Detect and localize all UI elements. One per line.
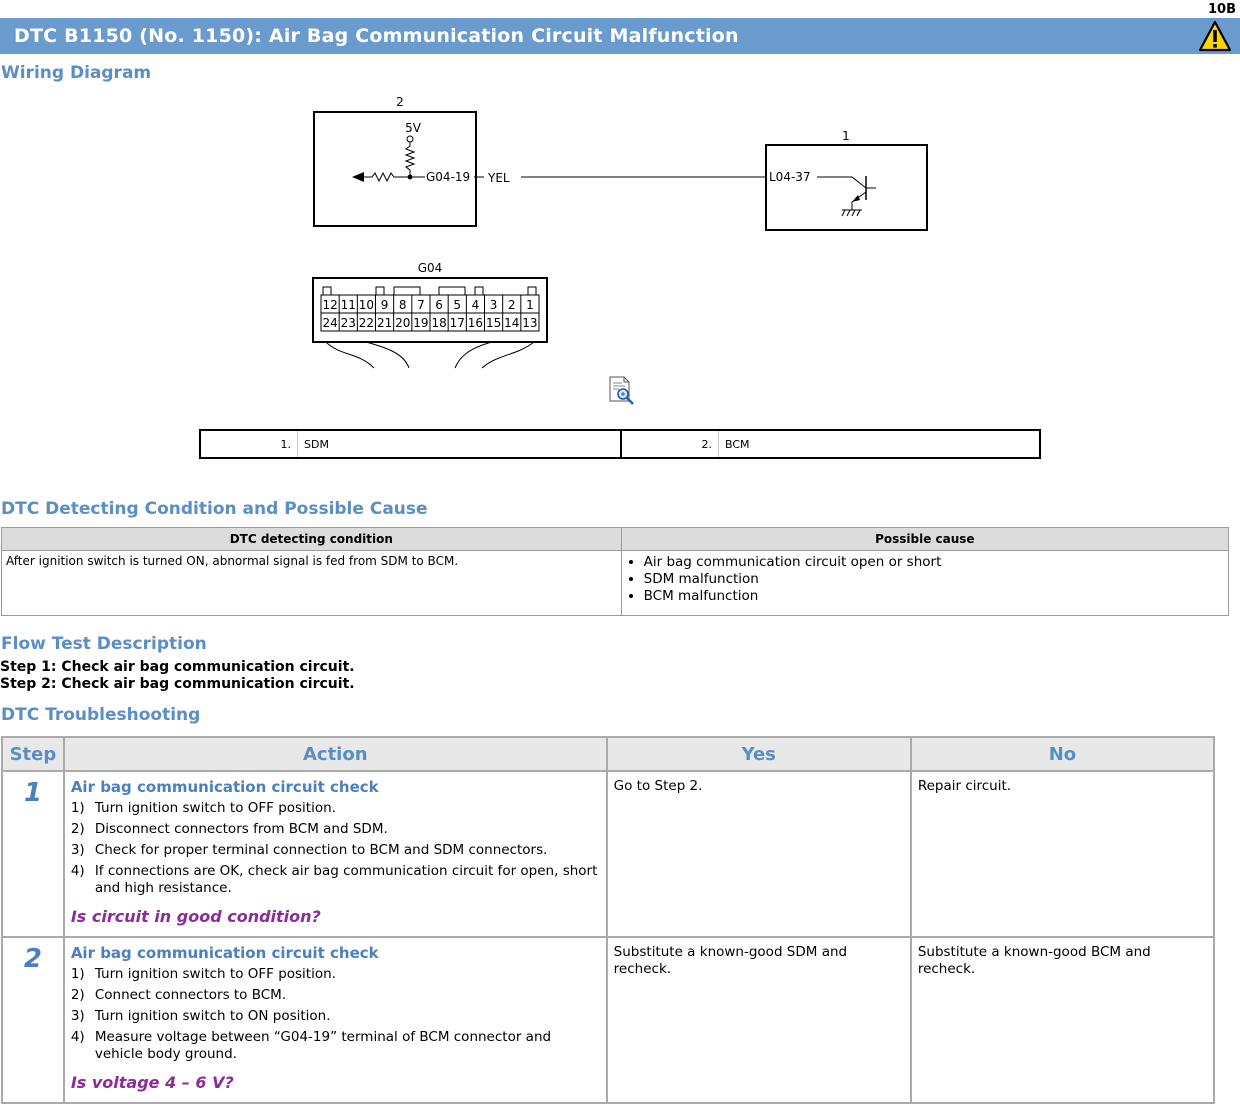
action-item: 2) Connect connectors to BCM. (70, 987, 287, 1003)
table-row (2, 937, 1214, 1103)
yes-cell: Substitute a known-good SDM and recheck. (607, 937, 911, 1103)
table-header: Possible cause (621, 528, 1228, 551)
harness-wire (366, 342, 409, 368)
flow-test-heading: Flow Test Description (1, 634, 207, 654)
action-cell (64, 937, 607, 1103)
connector-pin: 18 (431, 316, 447, 330)
cause-item: • Air bag communication circuit open or short (644, 554, 1224, 571)
action-item: 4) If connections are OK, check air bag communication circuit for open, short and high resistance. (70, 863, 598, 896)
legend-number: 1. (280, 437, 291, 451)
step-number: 2 (2, 937, 64, 1103)
sdm-box-number: 1 (842, 129, 850, 143)
bcm-terminal-label: G04-19 (426, 170, 471, 184)
section-code: 10B (1208, 2, 1236, 17)
connector-pin: 7 (417, 298, 425, 312)
possible-cause-cell (621, 551, 1228, 616)
connector-latches (323, 287, 536, 295)
connector-pin: 13 (522, 316, 538, 330)
connector-pin: 17 (449, 316, 465, 330)
connector-pin: 9 (380, 298, 389, 312)
step-number: 1 (2, 771, 64, 937)
connector-pin: 14 (504, 316, 520, 330)
signal-arrow (352, 172, 364, 182)
no-cell: Substitute a known-good BCM and recheck. (911, 937, 1214, 1103)
detecting-condition-heading: DTC Detecting Condition and Possible Cause (1, 499, 428, 519)
bcm-box-number: 2 (396, 95, 404, 109)
troubleshooting-heading: DTC Troubleshooting (1, 705, 201, 725)
troubleshooting-table (1, 736, 1215, 1104)
series-resistor (364, 173, 425, 181)
action-item: 1) Turn ignition switch to OFF position. (70, 800, 336, 816)
table-header: DTC detecting condition (2, 528, 622, 551)
action-item: 1) Turn ignition switch to OFF position. (70, 966, 336, 982)
sdm-box (766, 145, 927, 230)
flow-steps (0, 659, 355, 693)
action-item: 3) Turn ignition switch to ON position. (70, 1008, 331, 1024)
connector-pin: 4 (471, 298, 480, 312)
voltage-label: 5V (405, 121, 421, 135)
flow-step: Step 1: Check air bag communication circuit. (0, 659, 355, 675)
connector-pin: 22 (358, 316, 375, 330)
action-item: 4) Measure voltage between “G04-19” terminal of BCM connector and vehicle body ground. (70, 1029, 552, 1062)
detecting-condition-cell: After ignition switch is turned ON, abnormal signal is fed from SDM to BCM. (2, 551, 622, 616)
wire-color-label: YEL (488, 171, 510, 185)
cause-item: • BCM malfunction (644, 588, 1224, 605)
connector-pin: 19 (413, 316, 429, 330)
cause-item: • SDM malfunction (644, 571, 1224, 588)
bcm-box (314, 112, 476, 226)
table-row (2, 771, 1214, 937)
action-cell (64, 771, 607, 937)
pullup-resistor (406, 142, 414, 177)
wiring-diagram-heading: Wiring Diagram (1, 63, 152, 83)
action-item: 2) Disconnect connectors from BCM and SDM. (70, 821, 388, 837)
connector-pin: 16 (467, 316, 484, 330)
no-cell: Repair circuit. (911, 771, 1214, 937)
connector-pin: 6 (435, 298, 443, 312)
wiring-diagram (0, 88, 1240, 418)
action-title: Air bag communication circuit check (70, 944, 379, 962)
flow-step: Step 2: Check air bag communication circuit. (0, 676, 355, 692)
legend-label: BCM (718, 431, 750, 457)
zoom-document-icon[interactable] (610, 377, 633, 404)
connector-pin: 12 (322, 298, 338, 312)
harness-wire (482, 342, 534, 368)
legend-label: SDM (297, 431, 329, 457)
connector-pin: 15 (485, 316, 502, 330)
connector-pin: 23 (340, 316, 356, 330)
detecting-condition-table (1, 527, 1229, 616)
voltage-node (407, 136, 413, 142)
warning-icon (1198, 20, 1232, 52)
sdm-terminal-label: L04-37 (769, 170, 811, 184)
component-legend (199, 429, 1041, 459)
connector-pin: 10 (358, 298, 375, 312)
title-bar (0, 18, 1240, 54)
action-question: Is circuit in good condition? (70, 907, 321, 926)
table-header: Action (64, 737, 607, 771)
connector-pin: 2 (507, 298, 516, 312)
table-header: Step (2, 737, 64, 771)
connector-pin: 3 (489, 298, 498, 312)
legend-item (620, 431, 1039, 457)
connector-pin: 21 (376, 316, 393, 330)
connector-pin: 24 (322, 316, 338, 330)
transistor-collector (817, 177, 866, 188)
legend-number: 2. (701, 437, 712, 451)
connector-name: G04 (417, 261, 443, 275)
yes-cell: Go to Step 2. (607, 771, 911, 937)
connector-pin: 1 (526, 298, 534, 312)
connector-pin: 5 (453, 298, 462, 312)
connector-pin: 11 (340, 298, 356, 312)
connector-pin: 20 (395, 316, 411, 330)
table-header: Yes (607, 737, 911, 771)
legend-item (201, 431, 620, 457)
page-title: DTC B1150 (No. 1150): Air Bag Communication Circuit Malfunction (14, 25, 739, 47)
harness-wire (326, 342, 374, 368)
action-title: Air bag communication circuit check (70, 778, 379, 796)
table-header: No (911, 737, 1214, 771)
action-item: 3) Check for proper terminal connection to BCM and SDM connectors. (70, 842, 548, 858)
connector-pin: 8 (398, 298, 407, 312)
action-question: Is voltage 4 – 6 V? (70, 1073, 234, 1092)
